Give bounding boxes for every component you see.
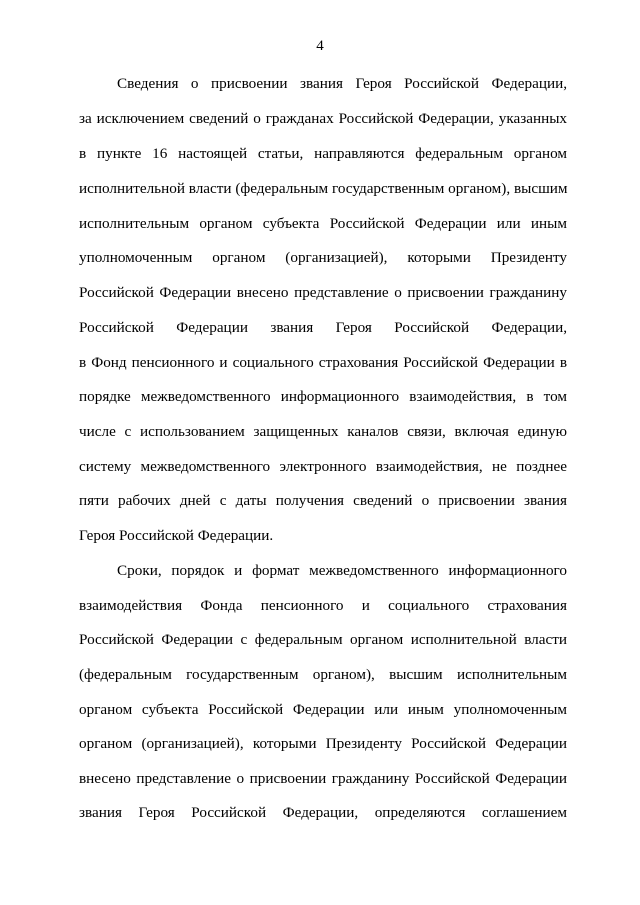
paragraph-1-line-1: Сведения о присвоении звания Героя Российской Федерации, <box>117 75 567 92</box>
paragraph-1-line-4: исполнительной власти (федеральным государственным органом), высшим <box>79 180 568 197</box>
paragraph-2-line-4: (федеральным государственным органом), высшим исполнительным <box>79 666 567 683</box>
paragraph-2-line-5: органом субъекта Российской Федерации или иным уполномоченным <box>79 701 567 718</box>
paragraph-1-line-6: уполномоченным органом (организацией), которыми Президенту <box>79 249 567 266</box>
paragraph-1-line-14: Героя Российской Федерации. <box>79 527 274 544</box>
paragraph-1-line-11: числе с использованием защищенных каналов связи, включая единую <box>79 423 567 440</box>
paragraph-1-line-9: в Фонд пенсионного и социального страхования Российской Федерации в <box>79 354 567 371</box>
paragraph-1-line-3: в пункте 16 настоящей статьи, направляются федеральным органом <box>79 145 567 162</box>
page-number: 4 <box>316 38 324 54</box>
paragraph-2-line-3: Российской Федерации с федеральным органом исполнительной власти <box>79 631 567 648</box>
paragraph-1-line-5: исполнительным органом субъекта Российской Федерации или иным <box>79 215 567 232</box>
paragraph-2-line-6: органом (организацией), которыми Президенту Российской Федерации <box>79 735 567 752</box>
paragraph-1-line-7: Российской Федерации внесено представление о присвоении гражданину <box>79 284 567 301</box>
paragraph-2-line-1: Сроки, порядок и формат межведомственного информационного <box>117 562 567 579</box>
paragraph-1-line-10: порядке межведомственного информационного взаимодействия, в том <box>79 388 567 405</box>
paragraph-2-line-8: звания Героя Российской Федерации, определяются соглашением <box>79 804 567 821</box>
paragraph-2-line-7: внесено представление о присвоении гражданину Российской Федерации <box>79 770 567 787</box>
paragraph-1-line-12: систему межведомственного электронного взаимодействия, не позднее <box>79 458 567 475</box>
paragraph-1-line-2: за исключением сведений о гражданах Российской Федерации, указанных <box>79 110 567 127</box>
paragraph-1-line-13: пяти рабочих дней с даты получения сведений о присвоении звания <box>79 492 567 509</box>
paragraph-2-line-2: взаимодействия Фонда пенсионного и социального страхования <box>79 597 567 614</box>
paragraph-1-line-8: Российской Федерации звания Героя Российской Федерации, <box>79 319 567 336</box>
